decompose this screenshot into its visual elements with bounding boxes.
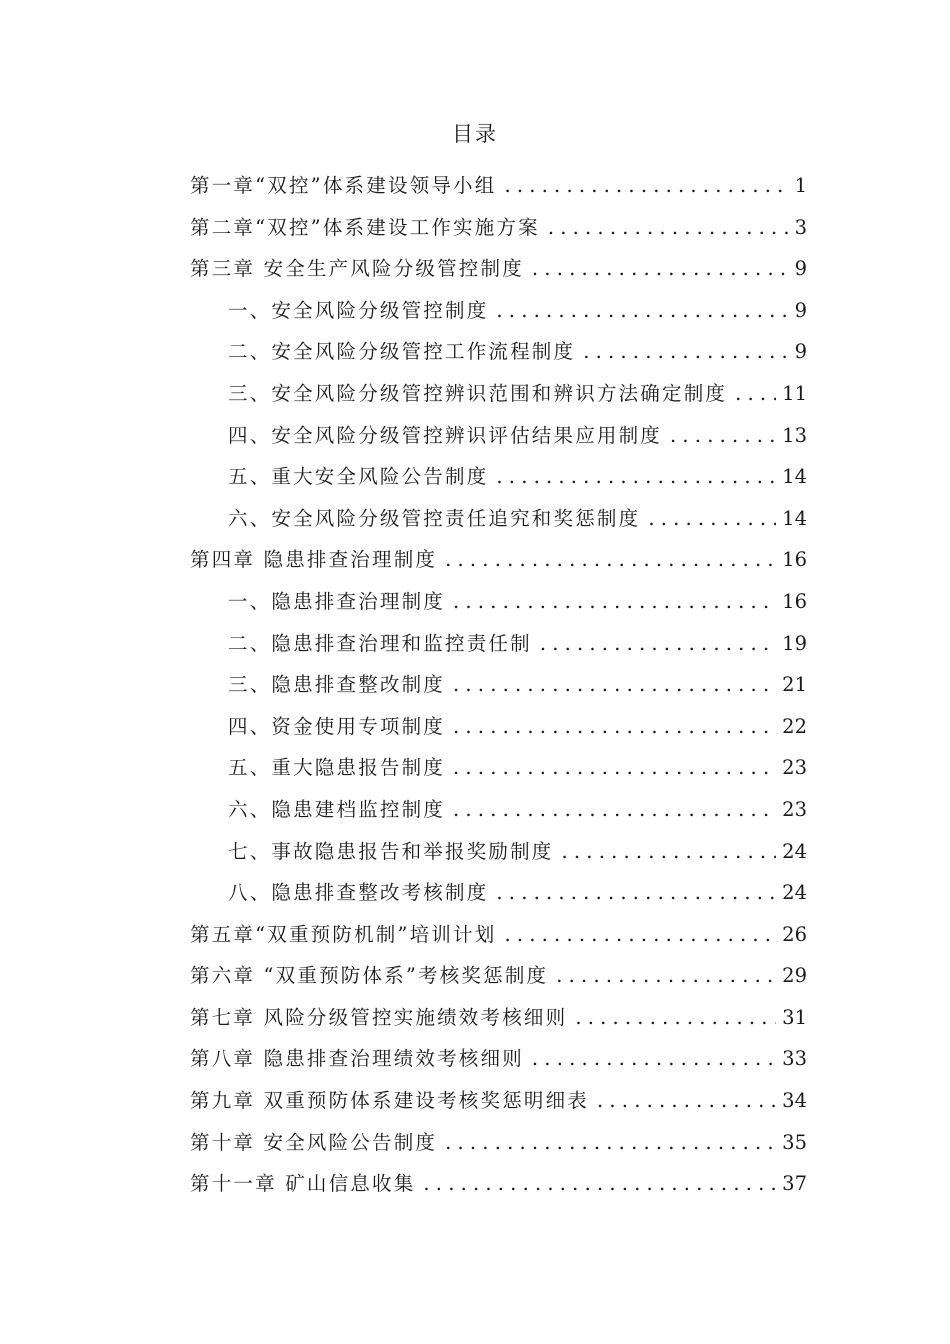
- toc-entry-text: 二、隐患排查治理和监控责任制: [228, 623, 540, 665]
- toc-entry-text: 六、隐患建档监控制度: [228, 789, 453, 831]
- toc-page-number: 13: [776, 415, 807, 457]
- toc-leader-dots: [597, 1080, 776, 1122]
- toc-entry[interactable]: [190, 706, 807, 748]
- toc-page-number: 14: [776, 456, 807, 498]
- toc-entry-text: 二、安全风险分级管控工作流程制度: [228, 331, 583, 373]
- toc-leader-dots: [496, 290, 788, 332]
- toc-entry[interactable]: [190, 955, 807, 997]
- toc-list: [190, 165, 807, 1205]
- toc-entry-text: 第十一章 矿山信息收集: [190, 1163, 423, 1205]
- toc-leader-dots: [496, 872, 776, 914]
- toc-page-number: 9: [789, 248, 807, 290]
- toc-page-number: 14: [776, 498, 807, 540]
- toc-title: 目录: [452, 122, 498, 146]
- toc-entry[interactable]: [190, 664, 807, 706]
- toc-entry-text: 第七章 风险分级管控实施绩效考核细则: [190, 997, 575, 1039]
- toc-entry[interactable]: [190, 997, 807, 1039]
- toc-entry[interactable]: [190, 1038, 807, 1080]
- toc-page-number: 26: [776, 914, 807, 956]
- toc-leader-dots: [453, 664, 776, 706]
- toc-entry[interactable]: [190, 1163, 807, 1205]
- toc-entry-text: 一、安全风险分级管控制度: [228, 290, 496, 332]
- toc-leader-dots: [453, 581, 776, 623]
- toc-entry[interactable]: [190, 789, 807, 831]
- toc-leader-dots: [496, 456, 776, 498]
- toc-page-number: 24: [776, 872, 807, 914]
- toc-page-number: 37: [776, 1163, 807, 1205]
- toc-entry-text: 四、安全风险分级管控辨识评估结果应用制度: [228, 415, 670, 457]
- toc-leader-dots: [540, 623, 776, 665]
- toc-page-number: 11: [776, 373, 807, 415]
- toc-entry[interactable]: [190, 539, 807, 581]
- toc-entry-text: 四、资金使用专项制度: [228, 706, 453, 748]
- toc-entry[interactable]: [190, 1080, 807, 1122]
- toc-leader-dots: [648, 498, 776, 540]
- toc-entry[interactable]: [190, 165, 807, 207]
- toc-page-number: 21: [776, 664, 807, 706]
- toc-entry-text: 一、隐患排查治理制度: [228, 581, 453, 623]
- toc-page-number: 23: [776, 789, 807, 831]
- toc-entry-text: 三、隐患排查整改制度: [228, 664, 453, 706]
- toc-entry[interactable]: [190, 831, 807, 873]
- toc-page-number: 24: [776, 831, 807, 873]
- toc-entry[interactable]: [190, 207, 807, 249]
- toc-entry[interactable]: [190, 623, 807, 665]
- toc-entry-text: 第六章 “双重预防体系”考核奖惩制度: [190, 955, 556, 997]
- toc-entry[interactable]: [190, 914, 807, 956]
- toc-page-number: 19: [776, 623, 807, 665]
- toc-entry-text: 三、安全风险分级管控辨识范围和辨识方法确定制度: [228, 373, 735, 415]
- toc-page-number: 33: [776, 1038, 807, 1080]
- toc-leader-dots: [453, 789, 776, 831]
- toc-leader-dots: [548, 207, 789, 249]
- toc-entry[interactable]: [190, 331, 807, 373]
- toc-leader-dots: [504, 914, 776, 956]
- toc-leader-dots: [735, 373, 776, 415]
- toc-leader-dots: [532, 1038, 776, 1080]
- toc-page-number: 16: [776, 581, 807, 623]
- toc-page-number: 3: [789, 207, 807, 249]
- toc-leader-dots: [575, 997, 776, 1039]
- toc-entry-text: 第四章 隐患排查治理制度: [190, 539, 445, 581]
- toc-entry[interactable]: [190, 581, 807, 623]
- toc-page-number: 34: [776, 1080, 807, 1122]
- toc-leader-dots: [562, 831, 777, 873]
- toc-entry[interactable]: [190, 290, 807, 332]
- toc-entry-text: 第一章“双控”体系建设领导小组: [190, 165, 504, 207]
- toc-entry[interactable]: [190, 456, 807, 498]
- toc-leader-dots: [556, 955, 776, 997]
- toc-entry-text: 第九章 双重预防体系建设考核奖惩明细表: [190, 1080, 597, 1122]
- toc-entry[interactable]: [190, 1122, 807, 1164]
- toc-entry-text: 六、安全风险分级管控责任追究和奖惩制度: [228, 498, 648, 540]
- toc-page-number: 29: [776, 955, 807, 997]
- toc-leader-dots: [453, 747, 776, 789]
- toc-leader-dots: [453, 706, 776, 748]
- toc-entry[interactable]: [190, 415, 807, 457]
- toc-page-number: 1: [789, 165, 807, 207]
- toc-entry-text: 第十章 安全风险公告制度: [190, 1122, 445, 1164]
- toc-entry-text: 五、重大安全风险公告制度: [228, 456, 496, 498]
- toc-leader-dots: [532, 248, 789, 290]
- toc-entry[interactable]: [190, 747, 807, 789]
- toc-page-number: 22: [776, 706, 807, 748]
- toc-entry-text: 五、重大隐患报告制度: [228, 747, 453, 789]
- toc-entry-text: 第八章 隐患排查治理绩效考核细则: [190, 1038, 532, 1080]
- toc-entry[interactable]: [190, 373, 807, 415]
- toc-leader-dots: [423, 1163, 776, 1205]
- toc-entry-text: 第二章“双控”体系建设工作实施方案: [190, 207, 548, 249]
- toc-entry[interactable]: [190, 872, 807, 914]
- toc-leader-dots: [504, 165, 788, 207]
- toc-page-number: 9: [789, 290, 807, 332]
- toc-leader-dots: [445, 1122, 776, 1164]
- toc-page-number: 31: [776, 997, 807, 1039]
- toc-page-number: 9: [789, 331, 807, 373]
- toc-page-number: 35: [776, 1122, 807, 1164]
- toc-entry-text: 第五章“双重预防机制”培训计划: [190, 914, 504, 956]
- toc-entry[interactable]: [190, 248, 807, 290]
- toc-leader-dots: [583, 331, 788, 373]
- toc-entry-text: 八、隐患排查整改考核制度: [228, 872, 496, 914]
- toc-entry-text: 第三章 安全生产风险分级管控制度: [190, 248, 532, 290]
- toc-page-number: 16: [776, 539, 807, 581]
- toc-leader-dots: [670, 415, 776, 457]
- toc-entry[interactable]: [190, 498, 807, 540]
- toc-leader-dots: [445, 539, 776, 581]
- toc-entry-text: 七、事故隐患报告和举报奖励制度: [228, 831, 562, 873]
- toc-page-number: 23: [776, 747, 807, 789]
